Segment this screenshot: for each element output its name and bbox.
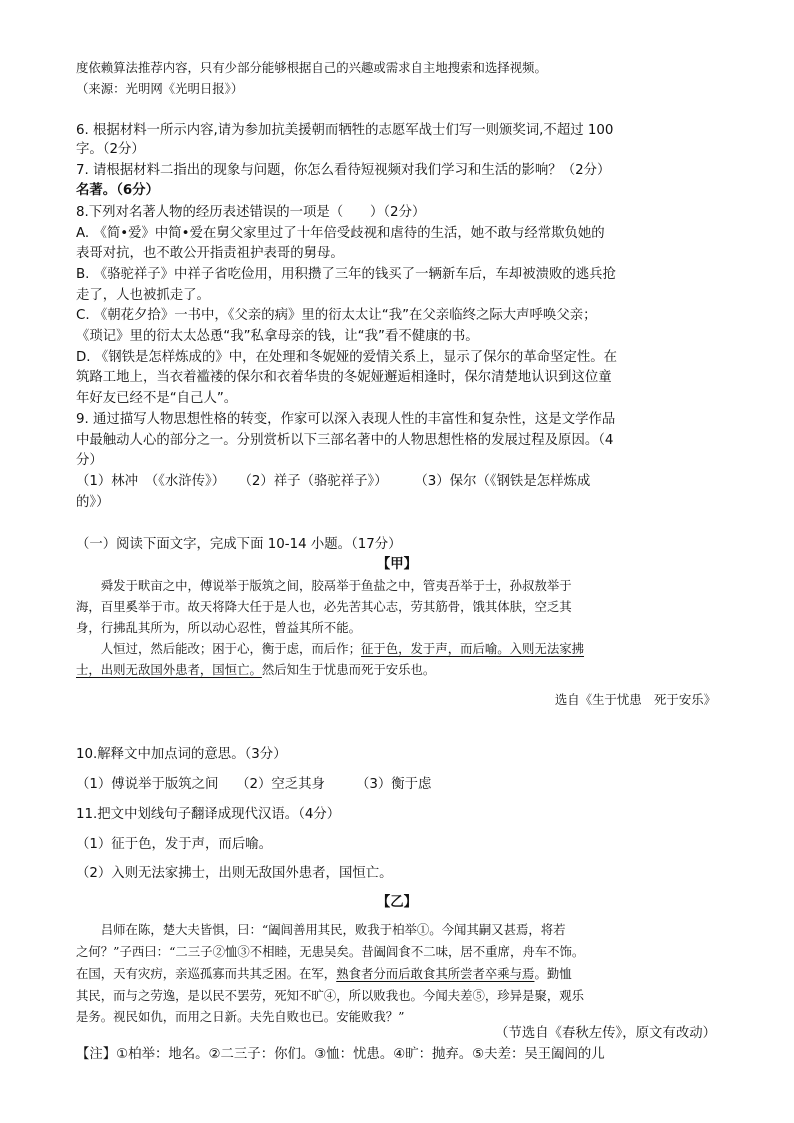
option-b: B. 《骆驼祥子》中祥子省吃俭用，用积攒了三年的钱买了一辆新车后，车却被溃败的逃兵抢 xyxy=(76,267,616,282)
question-9-items: （1）林冲 （《水浒传》） （2）祥子（骆驼祥子》） （3）保尔（《钢铁是怎样炼成 xyxy=(76,474,591,489)
question-6: 6. 根据材料一所示内容,请为参加抗美援朝而牺牲的志愿军战士们写一则颁奖词,不超过 100 xyxy=(76,123,614,138)
question-7: 7. 请根据材料二指出的现象与问题，你怎么看待短视频对我们学习和生活的影响？（2分） xyxy=(76,163,611,178)
passage-line: 之何？”子西曰：“二三子②恤③不相睦，无患吴矣。昔阖闾食不二味，居不重席，舟车不饰。 xyxy=(76,944,585,959)
option-c-cont: 《琐记》里的衍太太怂恿“我”私拿母亲的钱，让“我”看不健康的书。 xyxy=(76,329,479,344)
option-b-cont: 走了，人也被抓走了。 xyxy=(76,288,210,303)
passage-text: 人恒过，然后能改；困于心，衡于虑，而后作； xyxy=(76,641,361,656)
passage-text: 。勤恤 xyxy=(534,966,572,981)
reading-intro: （一）阅读下面文字，完成下面 10-14 小题。（17分） xyxy=(76,537,402,552)
question-10-items: （1）傅说举于版筑之间 （2）空乏其身 （3）衡于虑 xyxy=(76,777,432,792)
passage-line: 吕师在陈，楚大夫皆惧，曰：“阖闾善用其民，败我于柏举①。今闻其嗣又甚焉，将若 xyxy=(76,922,566,937)
passage-line xyxy=(76,660,435,680)
passage-line: 是务。视民如仇，而用之日新。夫先自败也已。安能败我？” xyxy=(76,1009,405,1024)
option-a-cont: 表哥对抗，也不敢公开指责祖护表哥的舅母。 xyxy=(76,246,344,261)
underlined-sentence: 士，出则无敌国外患者，国恒亡。 xyxy=(76,662,262,677)
underlined-sentence: 熟食者分而后敢食其所尝者卒乘与焉 xyxy=(336,966,535,981)
option-d: D. 《钢铁是怎样炼成的》中，在处理和冬妮娅的爱情关系上，显示了保尔的革命坚定性。在 xyxy=(76,350,618,365)
underlined-sentence: 征于色，发于声，而后喻。入则无法家拂 xyxy=(360,641,585,656)
question-10: 10.解释文中加点词的意思。（3分） xyxy=(76,747,287,762)
text-line: 度依赖算法推荐内容，只有少部分能够根据自己的兴趣或需求自主地搜索和选择视频。 xyxy=(76,60,547,75)
question-9-cont: 中最触动人心的部分之一。分别赏析以下三部名著中的人物思想性格的发展过程及原因。（4 xyxy=(76,433,614,448)
option-d-cont: 筑路工地上，当衣着褴褛的保尔和衣着华贵的冬妮娅邂逅相逢时，保尔清楚地认识到这位童 xyxy=(76,370,612,385)
question-6-cont: 字。（2分） xyxy=(76,142,145,157)
passage-line: 舜发于畎亩之中，傅说举于版筑之间，胶鬲举于鱼盐之中，管夷吾举于士，孙叔敖举于 xyxy=(76,578,572,593)
option-d-cont2: 年好友已经不是“自己人”。 xyxy=(76,391,238,406)
passage-title-jia: 【甲】 xyxy=(376,557,418,572)
question-9-cont2: 分） xyxy=(76,453,103,468)
passage-text: 在国，天有灾疠，亲巡孤寡而共其乏困。在军， xyxy=(76,966,337,981)
question-9-items-cont: 的》） xyxy=(76,495,110,510)
section-heading: 名著。（6分） xyxy=(76,183,159,198)
passage-line: 海，百里奚举于市。故天将降大任于是人也，必先苦其心志，劳其筋骨，饿其体肤，空乏其 xyxy=(76,599,572,614)
question-11-item: （2）入则无法家拂士，出则无敌国外患者，国恒亡。 xyxy=(76,866,393,881)
passage-title-yi: 【乙】 xyxy=(376,895,418,910)
passage-source: （节选自《春秋左传》，原文有改动） xyxy=(495,1026,716,1041)
passage-source: 选自《生于忧患 死于安乐》 xyxy=(554,692,716,707)
question-9: 9. 通过描写人物思想性格的转变，作家可以深入表现人性的丰富性和复杂性，这是文学作品 xyxy=(76,412,616,427)
passage-line xyxy=(76,639,584,659)
option-a: A. 《简•爱》中简•爱在舅父家里过了十年倍受歧视和虐待的生活，她不敢与经常欺负她的 xyxy=(76,226,605,241)
passage-text: 然后知生于忧患而死于安乐也。 xyxy=(261,662,436,677)
question-8: 8.下列对名著人物的经历表述错误的一项是（ ）（2分） xyxy=(76,205,426,220)
question-11-item: （1）征于色，发于声，而后喻。 xyxy=(76,837,272,852)
source-line: （来源：光明网《光明日报》） xyxy=(76,81,244,96)
question-11: 11.把文中划线句子翻译成现代汉语。（4分） xyxy=(76,807,341,822)
annotation-note: 【注】①柏举：地名。②二三子：你们。③恤：忧患。④旷：抛弃。⑤夫差：吴王阖闾的儿 xyxy=(76,1047,605,1062)
passage-line xyxy=(76,964,572,984)
passage-line: 其民，而与之劳逸，是以民不罢劳，死知不旷④，所以败我也。今闻夫差⑤，珍异是聚，观乐 xyxy=(76,988,585,1003)
option-c: C. 《朝花夕拾》一书中，《父亲的病》里的衍太太让“我”在父亲临终之际大声呼唤父亲； xyxy=(76,308,597,323)
passage-line: 身，行拂乱其所为，所以动心忍性，曾益其所不能。 xyxy=(76,620,361,635)
